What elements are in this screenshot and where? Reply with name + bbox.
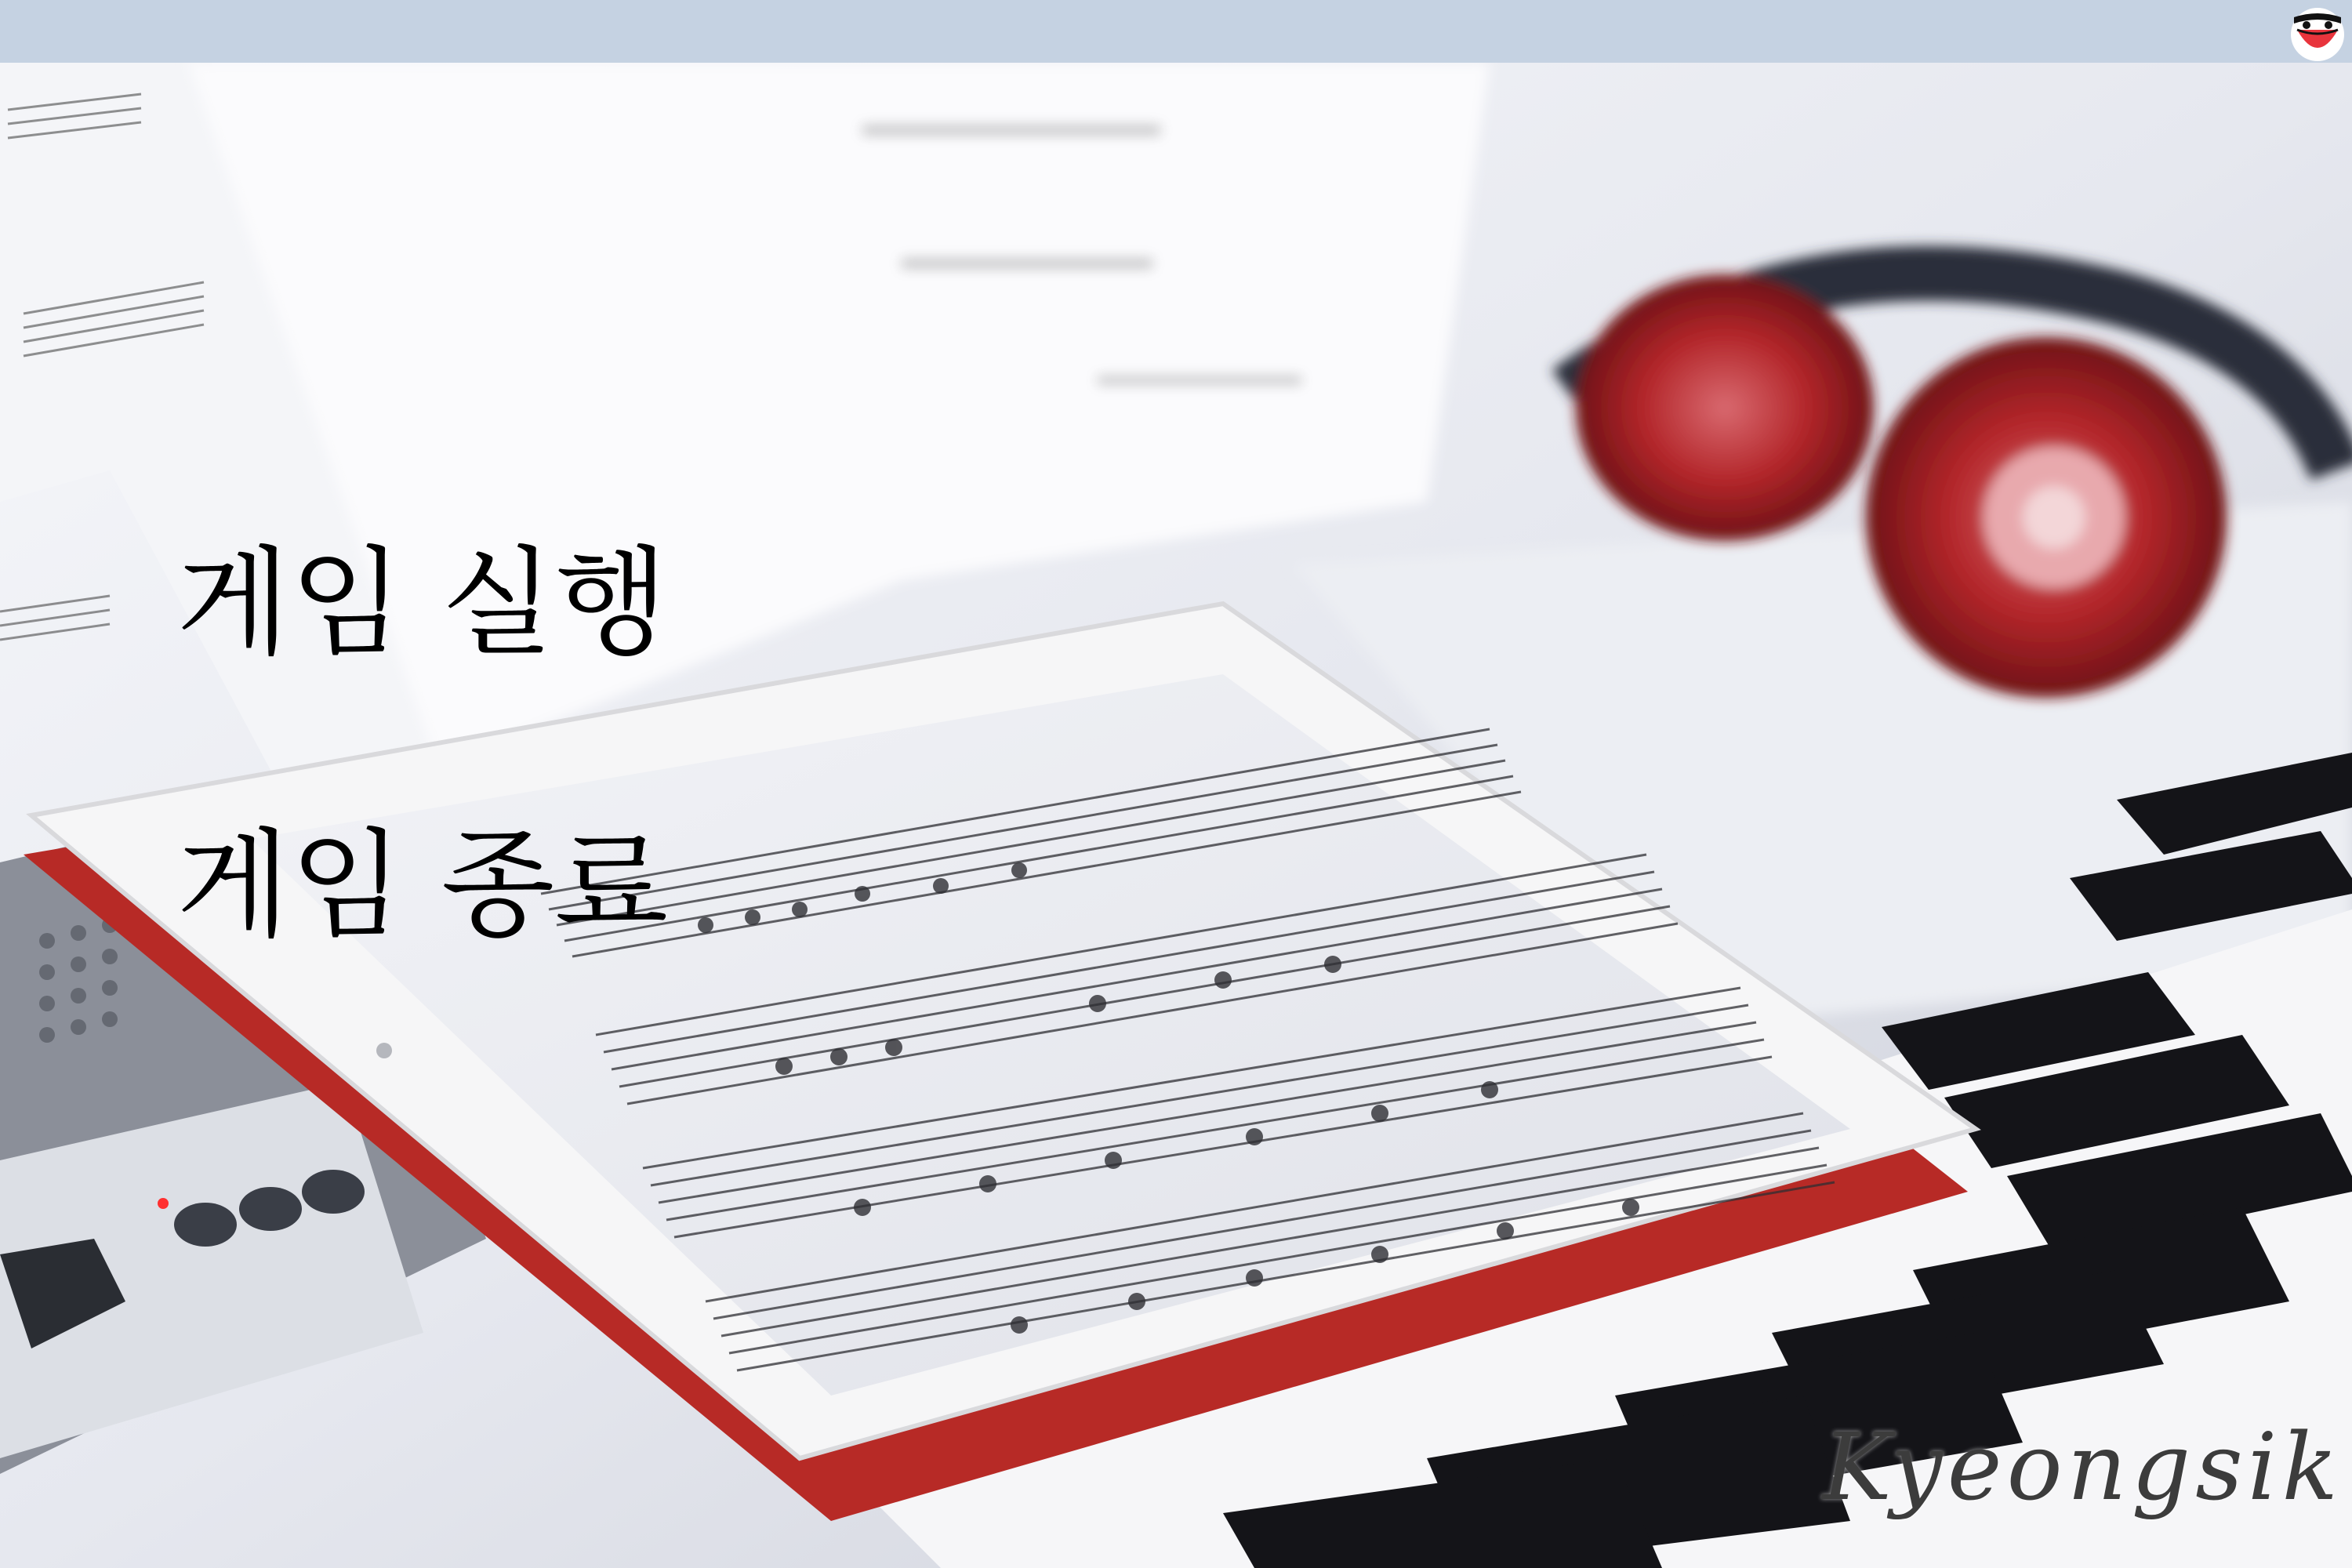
background-scene: [0, 63, 2352, 1568]
laughing-face-icon[interactable]: [2289, 6, 2346, 63]
signature-watermark: Kyeongsik: [1822, 1413, 2343, 1521]
exit-game-button[interactable]: 게임 종료: [176, 818, 669, 954]
background-illustration: [0, 63, 2352, 1568]
start-game-button[interactable]: 게임 실행: [176, 535, 669, 672]
title-bar[interactable]: [0, 0, 2352, 63]
